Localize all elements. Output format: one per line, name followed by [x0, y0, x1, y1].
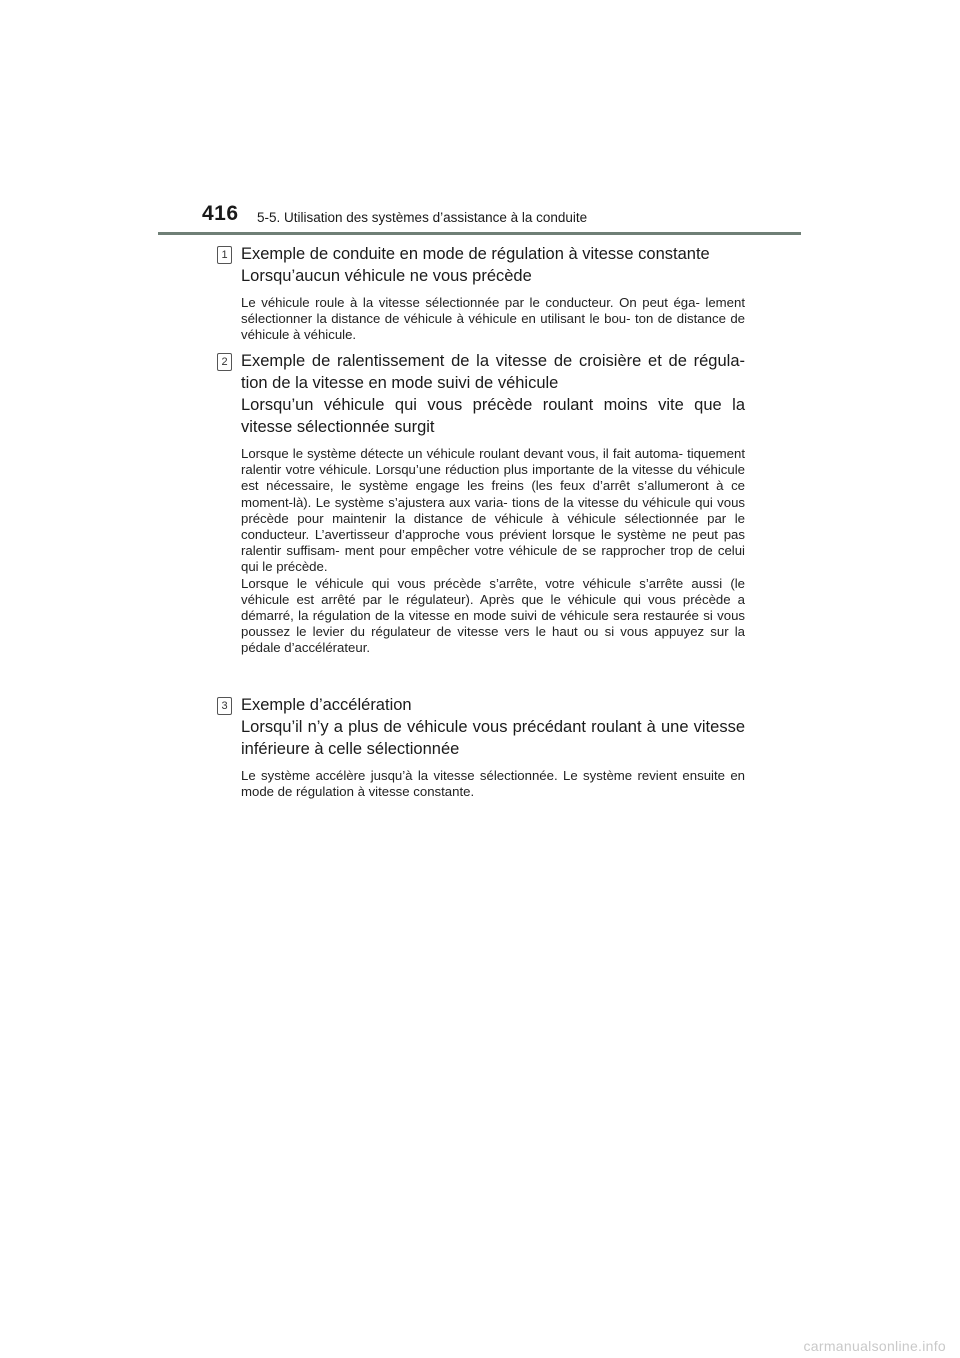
heading-line: Exemple de conduite en mode de régulation à vitesse constante [241, 245, 710, 263]
item-body: Lorsque le système détecte un véhicule roulant devant vous, il fait automa- tiquement ralentir votre véhicule. Lorsqu’une réduction plus importante de la vitesse du véhicule est nécessaire, le système engage les freins (les feux d’arrêt s’allumeront à ce moment-là). Le système s’ajustera aux varia- tions de la vitesse du véhicule qui vous précède pour maintenir la distance de véhicule à véhicule sélectionnée par le conducteur. L’avertisseur d’approche vous prévient lorsque le système ne peut pas ralentir suffisam- ment pour empêcher votre véhicule de se rapprocher trop de celui qui le précède. Lorsque le véhicule qui vous précède s’arrête, votre véhicule s’arrête aussi (le véhicule est arrêté par le régulateur). Après que le véhicule qui vous précède a démarré, la régulation de la vitesse en mode suivi de véhicule sera restaurée si vous poussez le levier du régulateur de vitesse vers le haut ou si vous appuyez sur la pédale d’accélérateur. [241, 446, 745, 656]
item-heading [241, 243, 745, 287]
heading-line: Lorsqu’il n’y a plus de véhicule vous précédant roulant à une vitesse inférieure à celle sélectionnée [241, 718, 745, 758]
watermark: carmanualsonline.info [803, 1338, 946, 1354]
item-1 [221, 243, 745, 344]
item-heading [241, 350, 745, 438]
step-number-badge: 2 [217, 353, 232, 371]
heading-line: Exemple d’accélération [241, 696, 412, 714]
header-divider [158, 232, 801, 235]
step-number-badge: 3 [217, 697, 232, 715]
section-title: 5-5. Utilisation des systèmes d’assistance à la conduite [257, 210, 588, 225]
item-2 [221, 350, 745, 657]
page-number: 416 [202, 202, 239, 225]
heading-line: Lorsqu’aucun véhicule ne vous précède [241, 267, 532, 285]
item-body: Le système accélère jusqu’à la vitesse sélectionnée. Le système revient ensuite en mode de régulation à vitesse constante. [241, 768, 745, 800]
item-heading [241, 694, 745, 760]
heading-line: Exemple de ralentissement de la vitesse de croisière et de régula- tion de la vitesse en mode suivi de véhicule [241, 352, 745, 392]
heading-line: Lorsqu’un véhicule qui vous précède roulant moins vite que la vitesse sélectionnée surgit [241, 396, 745, 436]
step-number-badge: 1 [217, 246, 232, 264]
item-body: Le véhicule roule à la vitesse sélectionnée par le conducteur. On peut éga- lement sélectionner la distance de véhicule à véhicule en utilisant le bou- ton de distance de véhicule à véhicule. [241, 295, 745, 343]
item-3 [221, 694, 745, 800]
